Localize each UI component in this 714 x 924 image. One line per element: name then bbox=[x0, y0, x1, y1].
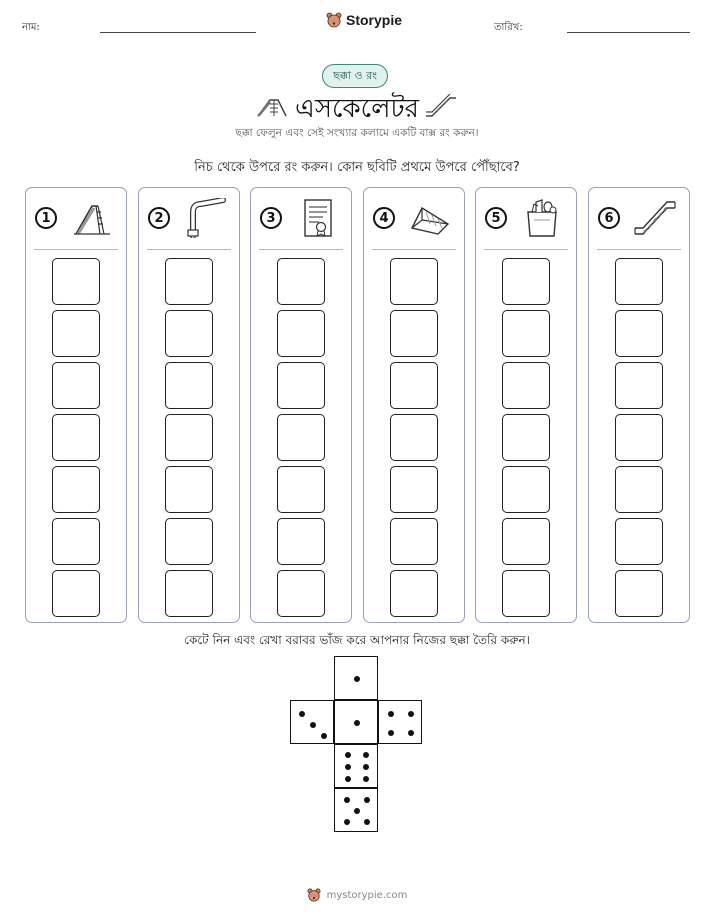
dice-pip bbox=[345, 776, 351, 782]
dice-pip bbox=[408, 730, 414, 736]
dice-pip bbox=[363, 764, 369, 770]
color-box[interactable] bbox=[277, 258, 325, 305]
color-box[interactable] bbox=[165, 362, 213, 409]
worksheet-instruction: নিচ থেকে উপরে রং করুন। কোন ছবিটি প্রথমে উপরে পৌঁছাবে? bbox=[194, 160, 520, 175]
color-box[interactable] bbox=[52, 518, 100, 565]
color-box[interactable] bbox=[277, 466, 325, 513]
column-number: 3 bbox=[260, 207, 282, 229]
color-box[interactable] bbox=[52, 258, 100, 305]
dice-face-5 bbox=[334, 788, 378, 832]
date-label: তারিখ: bbox=[494, 22, 523, 33]
dice-pip bbox=[344, 797, 350, 803]
color-box[interactable] bbox=[277, 362, 325, 409]
escalator-icon bbox=[633, 198, 677, 238]
color-box[interactable] bbox=[390, 362, 438, 409]
cut-instruction: কেটে নিন এবং রেখা বরাবর ভাঁজ করে আপনার নিজের ছক্কা তৈরি করুন। bbox=[184, 633, 530, 647]
dice-pip bbox=[364, 797, 370, 803]
dice-face-1 bbox=[334, 700, 378, 744]
column-number: 2 bbox=[148, 207, 170, 229]
grocery-bag-icon bbox=[520, 198, 564, 238]
dice-pip bbox=[408, 711, 414, 717]
color-box[interactable] bbox=[615, 310, 663, 357]
color-box[interactable] bbox=[165, 570, 213, 617]
dice-face-3 bbox=[290, 700, 334, 744]
color-box[interactable] bbox=[52, 570, 100, 617]
activity-tag: ছক্কা ও রং bbox=[322, 64, 388, 88]
color-box[interactable] bbox=[390, 570, 438, 617]
column-4 bbox=[363, 187, 465, 623]
brand-name: Storypie bbox=[346, 12, 403, 28]
color-box[interactable] bbox=[390, 310, 438, 357]
color-box[interactable] bbox=[615, 466, 663, 513]
column-divider bbox=[34, 249, 118, 250]
certificate-icon bbox=[295, 198, 339, 238]
dice-pip bbox=[345, 752, 351, 758]
color-box[interactable] bbox=[615, 570, 663, 617]
dice-pip bbox=[354, 676, 360, 682]
dice-pip bbox=[354, 808, 360, 814]
color-box[interactable] bbox=[615, 518, 663, 565]
dice-pip bbox=[388, 711, 394, 717]
column-number: 6 bbox=[598, 207, 620, 229]
column-divider bbox=[597, 249, 681, 250]
worksheet-subtitle: ছক্কা ফেলুন এবং সেই সংখ্যার কলামে একটি বাক্স রং করুন। bbox=[235, 127, 479, 139]
column-number: 5 bbox=[485, 207, 507, 229]
color-box[interactable] bbox=[165, 258, 213, 305]
worksheet-title: এসকেলেটর bbox=[295, 94, 419, 124]
column-6 bbox=[588, 187, 690, 623]
dice-pip bbox=[364, 819, 370, 825]
color-box[interactable] bbox=[615, 258, 663, 305]
bear-icon bbox=[326, 12, 342, 28]
color-box[interactable] bbox=[165, 414, 213, 461]
escalator-decoration-icon bbox=[424, 94, 458, 118]
column-divider bbox=[147, 249, 231, 250]
ramp-icon bbox=[408, 198, 452, 238]
color-box[interactable] bbox=[277, 518, 325, 565]
bear-icon bbox=[307, 888, 321, 902]
color-box[interactable] bbox=[502, 570, 550, 617]
brand-logo bbox=[326, 12, 402, 28]
color-box[interactable] bbox=[502, 362, 550, 409]
dice-face-4 bbox=[378, 700, 422, 744]
color-box[interactable] bbox=[277, 570, 325, 617]
color-box[interactable] bbox=[502, 414, 550, 461]
color-box[interactable] bbox=[502, 466, 550, 513]
color-box[interactable] bbox=[502, 310, 550, 357]
footer bbox=[0, 888, 714, 902]
column-divider bbox=[484, 249, 568, 250]
column-number: 4 bbox=[373, 207, 395, 229]
column-number: 1 bbox=[35, 207, 57, 229]
dice-face-1 bbox=[334, 656, 378, 700]
dice-pip bbox=[363, 752, 369, 758]
column-1 bbox=[25, 187, 127, 623]
color-box[interactable] bbox=[52, 466, 100, 513]
name-field[interactable] bbox=[100, 32, 256, 33]
dice-pip bbox=[299, 711, 305, 717]
color-box[interactable] bbox=[615, 362, 663, 409]
column-5 bbox=[475, 187, 577, 623]
column-divider bbox=[372, 249, 456, 250]
column-2 bbox=[138, 187, 240, 623]
color-box[interactable] bbox=[165, 310, 213, 357]
name-label: নাম: bbox=[22, 22, 40, 33]
column-3 bbox=[250, 187, 352, 623]
color-box[interactable] bbox=[615, 414, 663, 461]
color-box[interactable] bbox=[502, 518, 550, 565]
pipe-icon bbox=[183, 198, 227, 238]
column-divider bbox=[259, 249, 343, 250]
color-box[interactable] bbox=[165, 466, 213, 513]
color-box[interactable] bbox=[277, 414, 325, 461]
dice-pip bbox=[310, 722, 316, 728]
color-box[interactable] bbox=[390, 518, 438, 565]
color-box[interactable] bbox=[52, 310, 100, 357]
dice-pip bbox=[388, 730, 394, 736]
color-box[interactable] bbox=[390, 414, 438, 461]
dice-pip bbox=[363, 776, 369, 782]
slide-icon bbox=[70, 198, 114, 238]
dice-pip bbox=[345, 764, 351, 770]
color-box[interactable] bbox=[390, 258, 438, 305]
footer-site: mystorypie.com bbox=[326, 889, 408, 901]
color-box[interactable] bbox=[52, 414, 100, 461]
color-box[interactable] bbox=[277, 310, 325, 357]
dice-face-6 bbox=[334, 744, 378, 788]
color-box[interactable] bbox=[52, 362, 100, 409]
color-box[interactable] bbox=[390, 466, 438, 513]
dice-pip bbox=[344, 819, 350, 825]
date-field[interactable] bbox=[567, 32, 690, 33]
color-box[interactable] bbox=[502, 258, 550, 305]
dice-pip bbox=[321, 733, 327, 739]
dice-pip bbox=[354, 720, 360, 726]
color-box[interactable] bbox=[165, 518, 213, 565]
